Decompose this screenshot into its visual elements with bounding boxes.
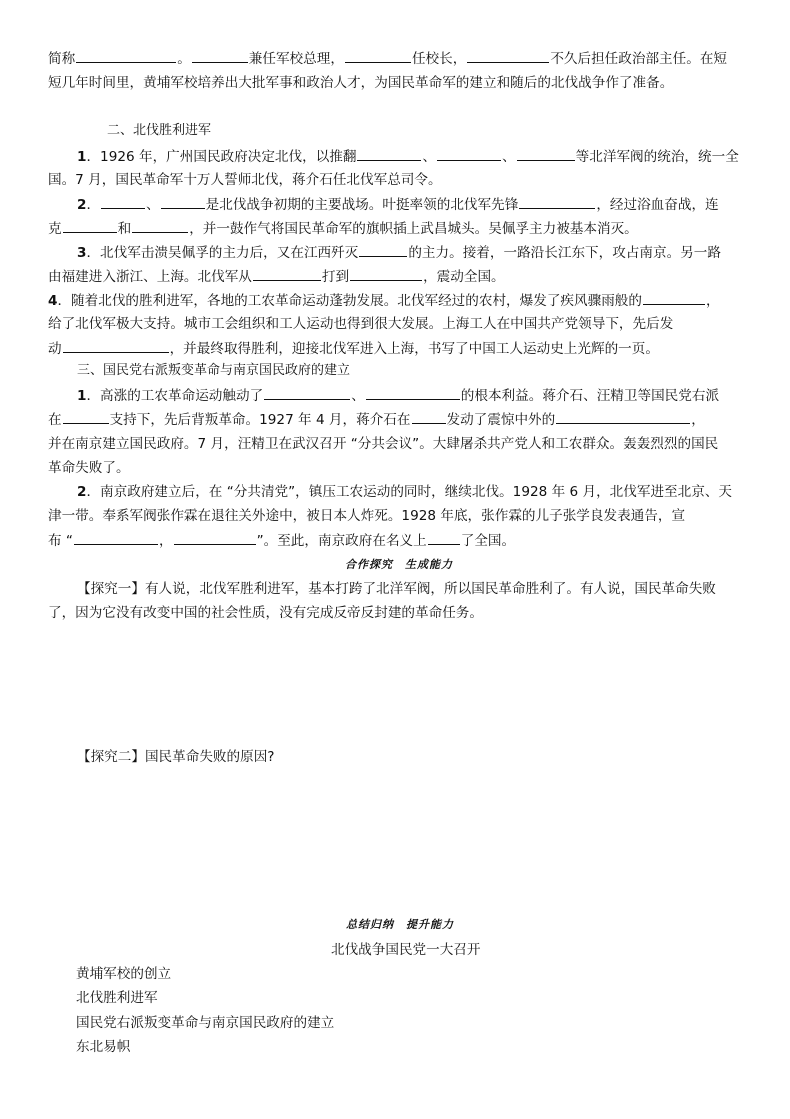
blank[interactable] <box>467 48 549 63</box>
blank[interactable] <box>366 385 460 400</box>
summary-heading: 总结归纳 提升能力 <box>346 918 454 931</box>
text-line: 动 ，并最终取得胜利，迎接北伐军进入上海，书写了中国工人运动史上光辉的一页。 <box>48 338 659 359</box>
blank[interactable] <box>63 409 109 424</box>
blank[interactable] <box>63 338 169 353</box>
blank[interactable] <box>350 266 422 281</box>
blank[interactable] <box>132 218 188 233</box>
blank[interactable] <box>76 48 176 63</box>
text-line: 1．高涨的工农革命运动触动了 、 的根本利益。蒋介石、汪精卫等国民党右派 <box>77 385 719 406</box>
blank[interactable] <box>428 530 460 545</box>
text-line: 简称 。 兼任军校总理， 任校长， 不久后担任政治部主任。在短 <box>48 48 727 69</box>
text-line: 3．北伐军击溃吴佩孚的主力后，又在江西歼灭 的主力。接着，一路沿长江东下，攻占南京。另一路 <box>77 242 721 263</box>
blank[interactable] <box>519 194 595 209</box>
blank[interactable] <box>412 409 446 424</box>
blank[interactable] <box>437 146 501 161</box>
text-line: 革命失败了。 <box>48 460 130 476</box>
text-line: 克 和 ，并一鼓作气将国民革命军的旗帜插上武昌城头。吴佩孚主力被基本消灭。 <box>48 218 638 239</box>
blank[interactable] <box>161 194 205 209</box>
blank[interactable] <box>174 530 256 545</box>
outline-item: 北伐胜利进军 <box>76 990 158 1006</box>
explore-heading: 合作探究 生成能力 <box>345 558 453 571</box>
text-line: 【探究一】有人说，北伐军胜利进军，基本打跨了北洋军阀，所以国民革命胜利了。有人说，国民革命失败 <box>77 581 716 597</box>
blank[interactable] <box>74 530 158 545</box>
text-line: 津一带。奉系军阀张作霖在退往关外途中，被日本人炸死。1928 年底，张作霖的儿子张学良发表通告，宣 <box>48 508 686 524</box>
blank[interactable] <box>357 146 421 161</box>
outline-item: 黄埔军校的创立 <box>76 966 172 982</box>
text-line: 在 支持下，先后背叛革命。1927 年 4 月，蒋介石在 发动了震惊中外的 ， <box>48 409 705 430</box>
text-line: 【探究二】国民革命失败的原因? <box>77 749 275 765</box>
text-line: 国。7 月，国民革命军十万人誓师北伐，蒋介石任北伐军总司令。 <box>48 172 442 188</box>
outline-item: 国民党右派叛变革命与南京国民政府的建立 <box>76 1015 335 1031</box>
blank[interactable] <box>556 409 690 424</box>
blank[interactable] <box>63 218 117 233</box>
text-line: 布 “ ， ”。至此，南京政府在名义上 了全国。 <box>48 530 515 551</box>
outline-item: 东北易帜 <box>76 1039 131 1055</box>
blank[interactable] <box>643 290 705 305</box>
section-title: 三、国民党右派叛变革命与南京国民政府的建立 <box>77 363 351 378</box>
text-line: 给了北伐军极大支持。城市工会组织和工人运动也得到很大发展。上海工人在中国共产党领导下，先后发 <box>48 316 674 332</box>
blank[interactable] <box>359 242 407 257</box>
summary-title: 北伐战争国民党一大召开 <box>331 942 481 958</box>
section-title: 二、北伐胜利进军 <box>107 123 212 138</box>
text-line: 2． 、 是北伐战争初期的主要战场。叶挺率领的北伐军先锋 ，经过浴血奋战，连 <box>77 194 719 215</box>
blank[interactable] <box>101 194 145 209</box>
text-line: 2．南京政府建立后，在 “分共清党”，镇压工农运动的同时，继续北伐。1928 年 6 月，北伐军进至北京、天 <box>77 484 733 500</box>
blank[interactable] <box>264 385 350 400</box>
blank[interactable] <box>253 266 321 281</box>
text-line: 1．1926 年，广州国民政府决定北伐，以推翻 、 、 等北洋军阀的统治，统一全 <box>77 146 739 167</box>
blank[interactable] <box>517 146 575 161</box>
text-line: 由福建进入浙江、上海。北伐军从 打到 ，震动全国。 <box>48 266 505 287</box>
text-line: 4．随着北伐的胜利进军，各地的工农革命运动蓬勃发展。北伐军经过的农村，爆发了疾风骤雨般的 ， <box>48 290 720 311</box>
blank[interactable] <box>345 48 411 63</box>
text-line: 了，因为它没有改变中国的社会性质，没有完成反帝反封建的革命任务。 <box>48 605 483 621</box>
text-line: 短几年时间里，黄埔军校培养出大批军事和政治人才，为国民革命军的建立和随后的北伐战争作了准备。 <box>48 75 674 91</box>
text-line: 并在南京建立国民政府。7 月，汪精卫在武汉召开 “分共会议”。大肆屠杀共产党人和工农群众。轰轰烈烈的国民 <box>48 436 719 452</box>
blank[interactable] <box>192 48 248 63</box>
